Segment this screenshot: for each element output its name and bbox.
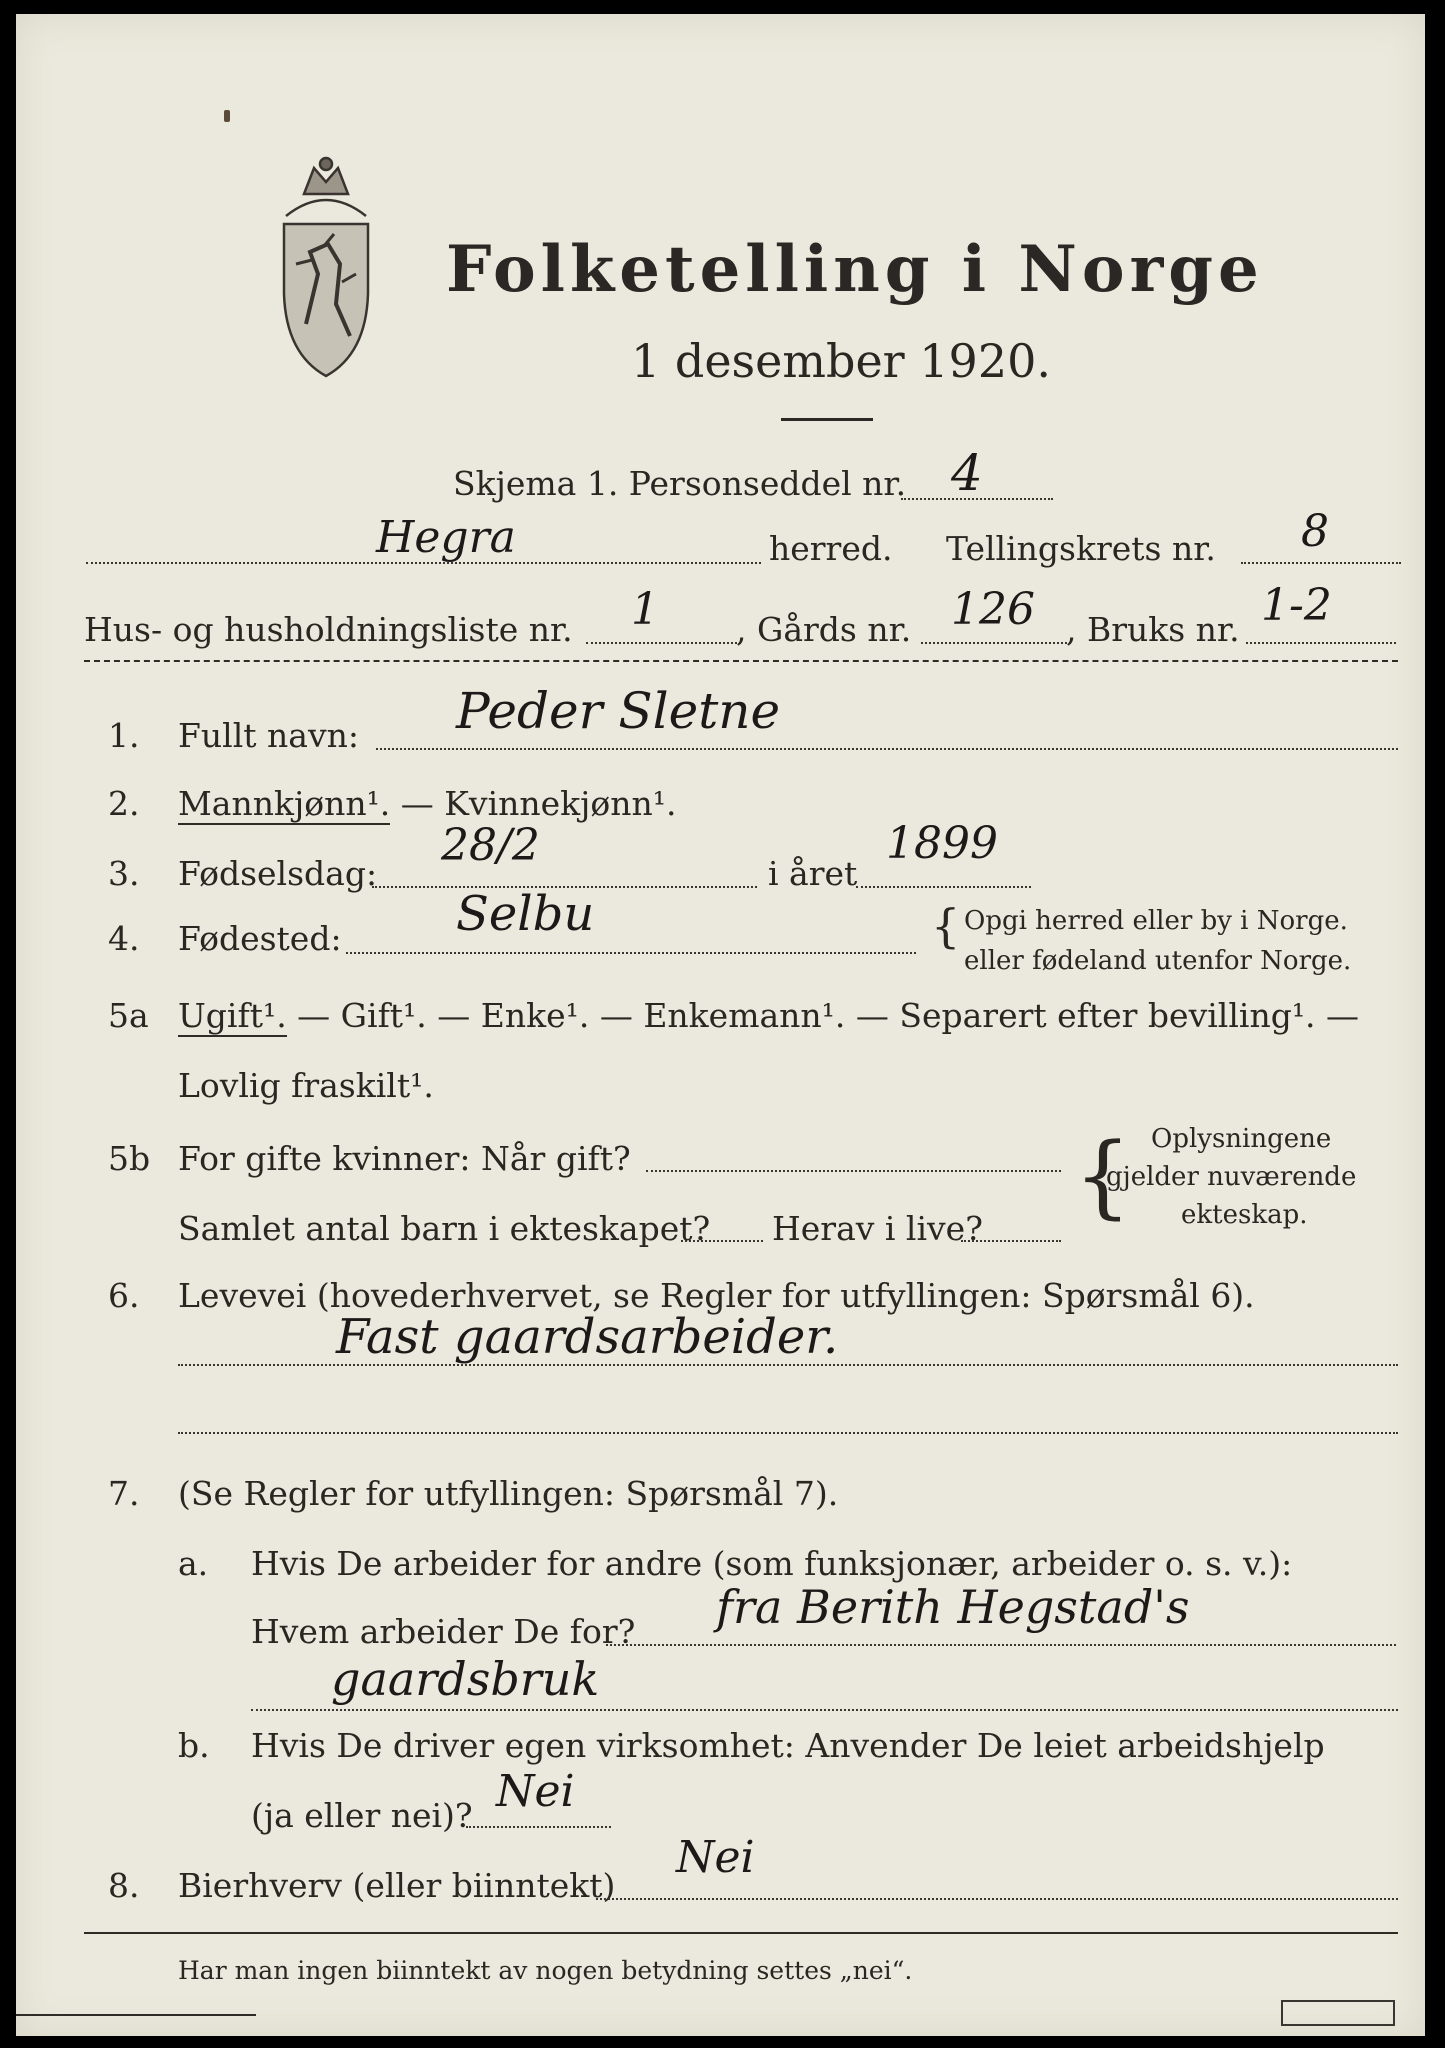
children-label: Samlet antal barn i ekteskapet? [178, 1209, 711, 1248]
occupation-value[interactable]: Fast gaardsarbeider. [336, 1309, 839, 1365]
q1-number: 1. [108, 716, 140, 755]
ink-spot [224, 110, 230, 122]
hired-help-question: (ja eller nei)? [251, 1796, 473, 1835]
q2-options [178, 784, 677, 823]
q5b-note-3: ekteskap. [1181, 1200, 1308, 1230]
employer-question: Hvem arbeider De for? [251, 1612, 636, 1651]
q5b-note-2: gjelder nuværende [1106, 1162, 1357, 1192]
side-income-line [596, 1898, 1398, 1900]
bottom-rule [16, 2014, 256, 2016]
employer-value[interactable]: fra Berith Hegstad's [716, 1580, 1190, 1634]
gards-value[interactable]: 126 [951, 584, 1035, 635]
full-name-value[interactable]: Peder Sletne [456, 682, 781, 740]
alive-label: Herav i live? [772, 1209, 983, 1248]
gards-line [921, 642, 1071, 644]
gards-label: , Gårds nr. [736, 610, 912, 649]
footer-note: Har man ingen biinntekt av nogen betydning settes „nei“. [178, 1956, 913, 1985]
occupation-line-2 [178, 1432, 1398, 1434]
employer-line-1 [606, 1644, 1396, 1646]
alive-line [961, 1240, 1061, 1242]
tellingskrets-label: Tellingskrets nr. [946, 529, 1216, 568]
q7b-letter: b. [178, 1726, 210, 1765]
year-line [856, 886, 1031, 888]
birth-year-value[interactable]: 1899 [886, 818, 998, 869]
q1-line [376, 748, 1398, 750]
q7a-letter: a. [178, 1544, 209, 1583]
q6-label: Levevei (hovederhvervet, se Regler for utfyllingen: Spørsmål 6). [178, 1276, 1255, 1315]
herred-value[interactable]: Hegra [376, 512, 516, 563]
q5a-options [178, 996, 1359, 1035]
q5a-number: 5a [108, 996, 149, 1035]
hus-label: Hus- og husholdningsliste nr. [84, 610, 573, 649]
q5b-note-1: Oplysningene [1151, 1124, 1332, 1154]
year-label: i året [768, 854, 858, 893]
q5b-brace: { [1074, 1124, 1132, 1229]
birthplace-value[interactable]: Selbu [456, 886, 595, 942]
bruks-value[interactable]: 1-2 [1261, 580, 1332, 631]
q5b-number: 5b [108, 1139, 151, 1178]
side-income-value[interactable]: Nei [676, 1832, 755, 1883]
q4-brace: { [931, 899, 961, 953]
bruks-label: , Bruks nr. [1066, 610, 1240, 649]
unmarried-option[interactable]: Ugift¹. [178, 996, 287, 1035]
birthdate-value[interactable]: 28/2 [441, 820, 540, 871]
female-option[interactable]: — Kvinnekjønn¹. [390, 784, 677, 823]
q4-label: Fødested: [178, 919, 342, 958]
q7a-label: Hvis De arbeider for andre (som funksjonær, arbeider o. s. v.): [251, 1544, 1293, 1583]
q8-number: 8. [108, 1866, 140, 1905]
hired-help-line [466, 1826, 611, 1828]
q7b-label: Hvis De driver egen virksomhet: Anvender De leiet arbeidshjelp [251, 1726, 1325, 1765]
section-divider [84, 660, 1398, 662]
printer-stamp [1281, 2000, 1395, 2026]
q3-number: 3. [108, 854, 140, 893]
census-date: 1 desember 1920. [631, 334, 1051, 388]
tellingskrets-value[interactable]: 8 [1301, 506, 1329, 557]
skjema-value[interactable]: 4 [951, 444, 983, 502]
census-form-page [16, 14, 1425, 2036]
other-marital-options[interactable]: — Gift¹. — Enke¹. — Enkemann¹. — Separert efter bevilling¹. — [286, 996, 1360, 1035]
employer-line-2 [251, 1709, 1398, 1711]
form-title: Folketelling i Norge [446, 232, 1264, 307]
q4-note-1: Opgi herred eller by i Norge. [964, 906, 1348, 936]
q4-number: 4. [108, 919, 140, 958]
children-line [681, 1240, 763, 1242]
herred-label: herred. [769, 529, 893, 568]
skjema-label: Skjema 1. Personseddel nr. [453, 464, 907, 503]
male-option[interactable]: Mannkjønn¹. [178, 784, 391, 823]
q8-label: Bierhverv (eller biinntekt) [178, 1866, 616, 1905]
employer-value-2[interactable]: gaardsbruk [331, 1652, 600, 1706]
tellingskrets-line [1241, 562, 1401, 564]
hired-help-value[interactable]: Nei [496, 1766, 575, 1817]
coat-of-arms-icon [266, 154, 386, 384]
birthplace-line [346, 952, 916, 954]
q3-label: Fødselsdag: [178, 854, 378, 893]
q2-number: 2. [108, 784, 140, 823]
q1-label: Fullt navn: [178, 716, 359, 755]
q5b-label: For gifte kvinner: Når gift? [178, 1139, 631, 1178]
q7-number: 7. [108, 1474, 140, 1513]
q4-note-2: eller fødeland utenfor Norge. [964, 946, 1352, 976]
hus-value[interactable]: 1 [631, 584, 659, 635]
q7-label: (Se Regler for utfyllingen: Spørsmål 7). [178, 1474, 839, 1513]
divorced-option[interactable]: Lovlig fraskilt¹. [178, 1066, 434, 1105]
marriage-date-line [646, 1170, 1061, 1172]
footer-divider [84, 1932, 1398, 1934]
bruks-line [1246, 642, 1396, 644]
hus-line [586, 642, 741, 644]
q6-number: 6. [108, 1276, 140, 1315]
title-divider [781, 418, 873, 421]
